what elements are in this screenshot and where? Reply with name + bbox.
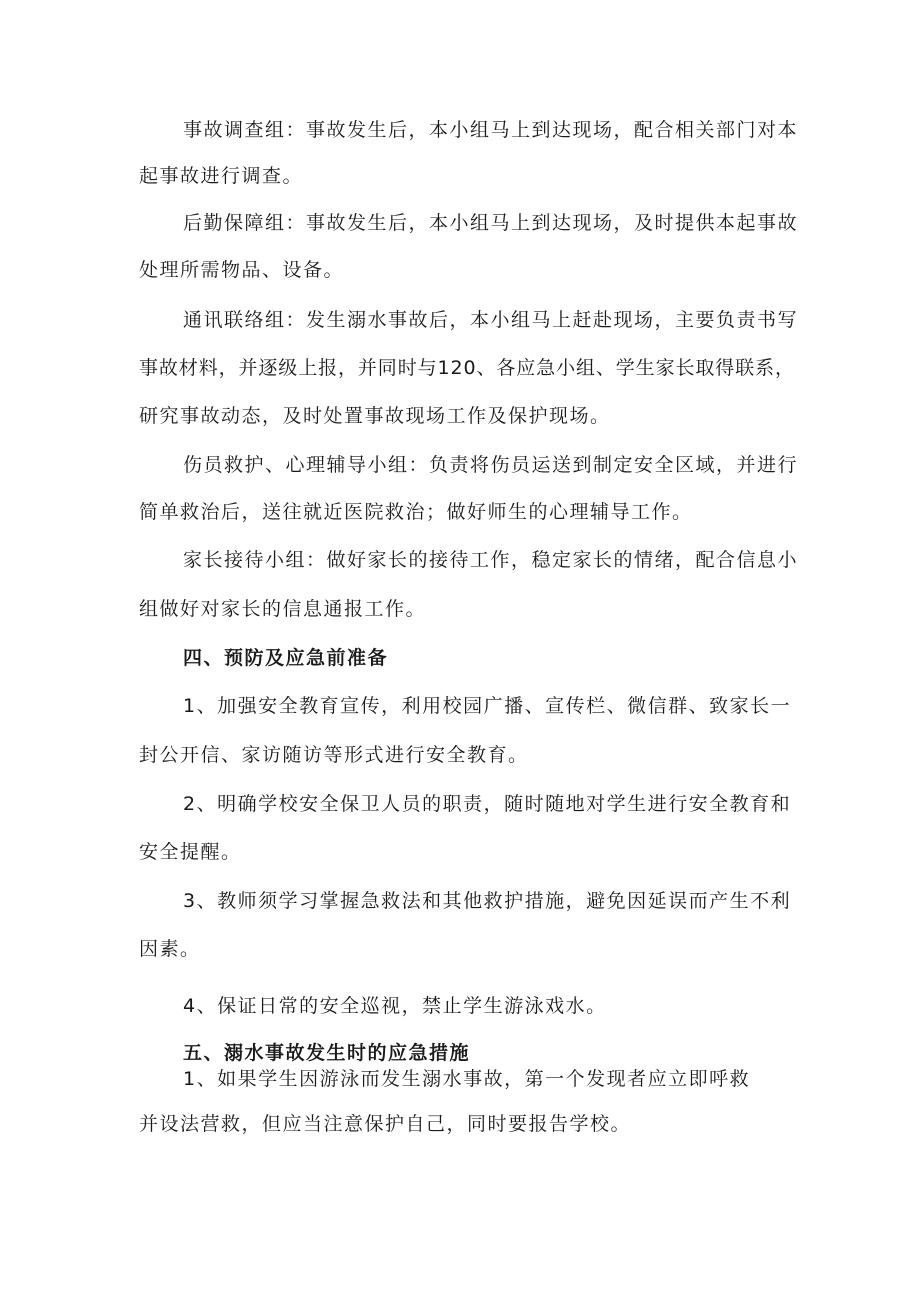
section-heading: 四、预防及应急前准备 — [183, 647, 389, 669]
paragraph-line: 后勤保障组：事故发生后，本小组马上到达现场，及时提供本起事故 — [183, 212, 799, 234]
paragraph-line: 通讯联络组：发生溺水事故后，本小组马上赶赴现场，主要负责书写 — [183, 309, 799, 331]
paragraph-line: 事故材料，并逐级上报，并同时与120、各应急小组、学生家长取得联系， — [139, 357, 795, 379]
paragraph-line: 3、教师须学习掌握急救法和其他救护措施，避免因延误而产生不利 — [183, 890, 792, 912]
paragraph-line: 家长接待小组：做好家长的接待工作，稳定家长的情绪，配合信息小 — [183, 549, 799, 571]
paragraph-line: 封公开信、家访随访等形式进行安全教育。 — [139, 744, 529, 766]
paragraph-line: 简单救治后，送往就近医院救治；做好师生的心理辅导工作。 — [139, 501, 693, 523]
paragraph-line: 安全提醒。 — [139, 841, 242, 863]
paragraph-line: 研究事故动态，及时处置事故现场工作及保护现场。 — [139, 405, 611, 427]
paragraph-line: 并设法营救，但应当注意保护自己，同时要报告学校。 — [139, 1113, 632, 1135]
paragraph-line: 组做好对家长的信息通报工作。 — [139, 598, 427, 620]
paragraph-line: 事故调查组：事故发生后，本小组马上到达现场，配合相关部门对本 — [183, 119, 799, 141]
paragraph-line: 4、保证日常的安全巡视，禁止学生游泳戏水。 — [183, 995, 607, 1017]
paragraph-line: 1、加强安全教育宣传，利用校园广播、宣传栏、微信群、致家长一 — [183, 695, 792, 717]
paragraph-line: 2、明确学校安全保卫人员的职责，随时随地对学生进行安全教育和 — [183, 793, 792, 815]
paragraph-line: 起事故进行调查。 — [139, 165, 304, 187]
paragraph-line: 因素。 — [139, 938, 201, 960]
paragraph-line: 处理所需物品、设备。 — [139, 259, 345, 281]
section-heading: 五、溺水事故发生时的应急措施 — [183, 1042, 471, 1064]
paragraph-line: 伤员救护、心理辅导小组：负责将伤员运送到制定安全区域，并进行 — [183, 454, 799, 476]
paragraph-line: 1、如果学生因游泳而发生溺水事故，第一个发现者应立即呼救 — [183, 1068, 751, 1090]
